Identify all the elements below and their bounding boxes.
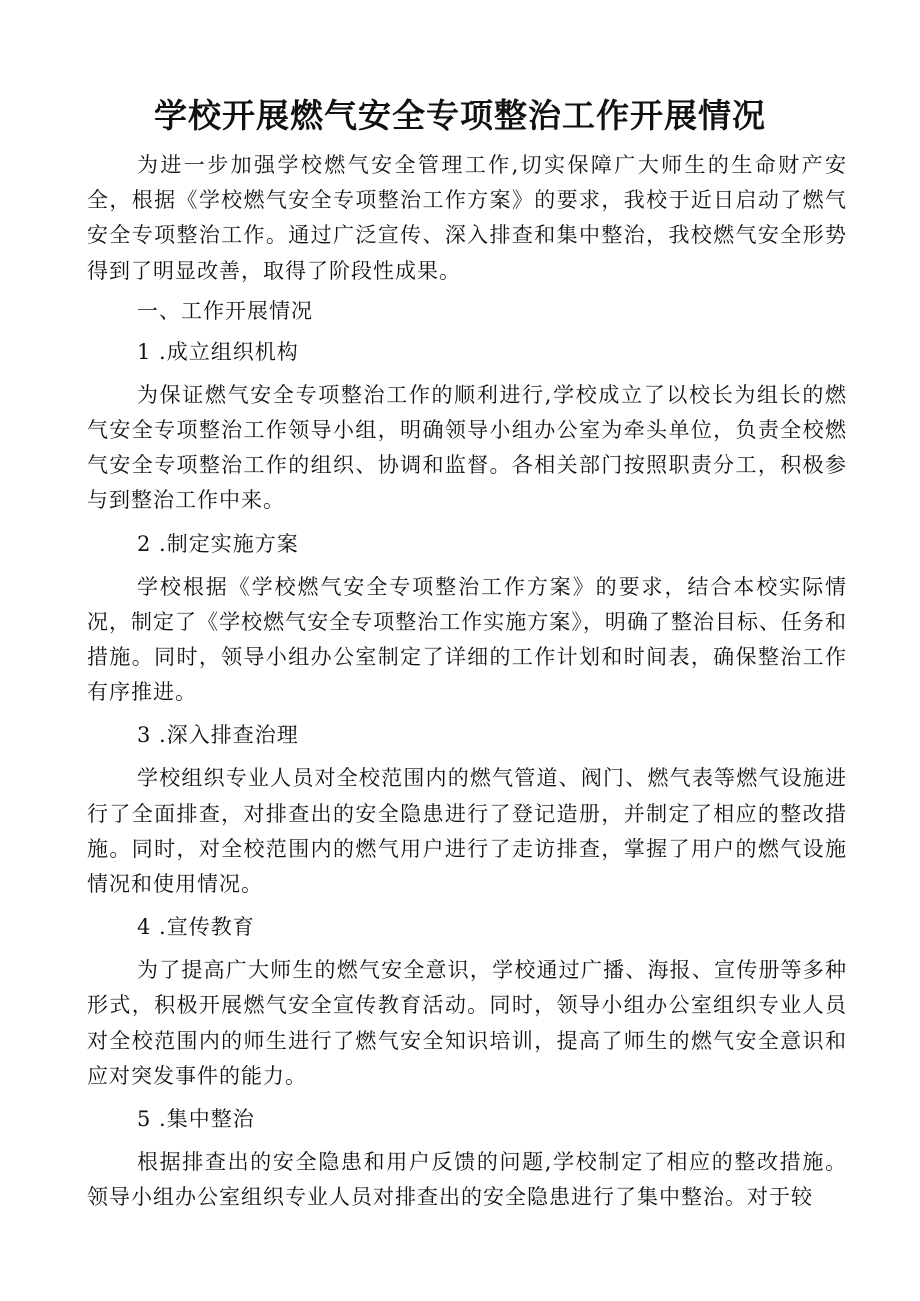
section-heading: 一、工作开展情况 (137, 299, 313, 324)
item-paragraph-5: 根据排查出的安全隐患和用户反馈的问题,学校制定了相应的整改措施。领导小组办公室组织专业人员对排查出的安全隐患进行了集中整治。对于较 (87, 1150, 847, 1210)
item-heading-3: 3 .深入排查治理 (137, 723, 299, 748)
intro-paragraph: 为进一步加强学校燃气安全管理工作,切实保障广大师生的生命财产安全，根据《学校燃气安全专项整治工作方案》的要求，我校于近日启动了燃气安全专项整治工作。通过广泛宣传、深入排查和集中整治，我校燃气安全形势得到了明显改善，取得了阶段性成果。 (87, 153, 847, 283)
item-paragraph-1: 为保证燃气安全专项整治工作的顺利进行,学校成立了以校长为组长的燃气安全专项整治工作领导小组，明确领导小组办公室为牵头单位，负责全校燃气安全专项整治工作的组织、协调和监督。各相关部门按照职责分工，积极参与到整治工作中来。 (87, 382, 847, 513)
item-paragraph-3: 学校组织专业人员对全校范围内的燃气管道、阀门、燃气表等燃气设施进行了全面排查，对排查出的安全隐患进行了登记造册，并制定了相应的整改措施。同时，对全校范围内的燃气用户进行了走访排查，掌握了用户的燃气设施情况和使用情况。 (87, 766, 847, 897)
document-title: 学校开展燃气安全专项整治工作开展情况 (154, 96, 766, 135)
item-paragraph-4: 为了提高广大师生的燃气安全意识，学校通过广播、海报、宣传册等多种形式，积极开展燃气安全宣传教育活动。同时，领导小组办公室组织专业人员对全校范围内的师生进行了燃气安全知识培训，提高了师生的燃气安全意识和应对突发事件的能力。 (87, 958, 847, 1088)
item-heading-5: 5 .集中整治 (137, 1106, 255, 1131)
item-heading-4: 4 .宣传教育 (137, 915, 255, 940)
item-heading-2: 2 .制定实施方案 (137, 531, 299, 556)
item-paragraph-2: 学校根据《学校燃气安全专项整治工作方案》的要求，结合本校实际情况，制定了《学校燃气安全专项整治工作实施方案》，明确了整治目标、任务和措施。同时，领导小组办公室制定了详细的工作计划和时间表，确保整治工作有序推进。 (87, 574, 847, 705)
item-heading-1: 1 .成立组织机构 (137, 339, 299, 364)
document-body (87, 148, 847, 1215)
